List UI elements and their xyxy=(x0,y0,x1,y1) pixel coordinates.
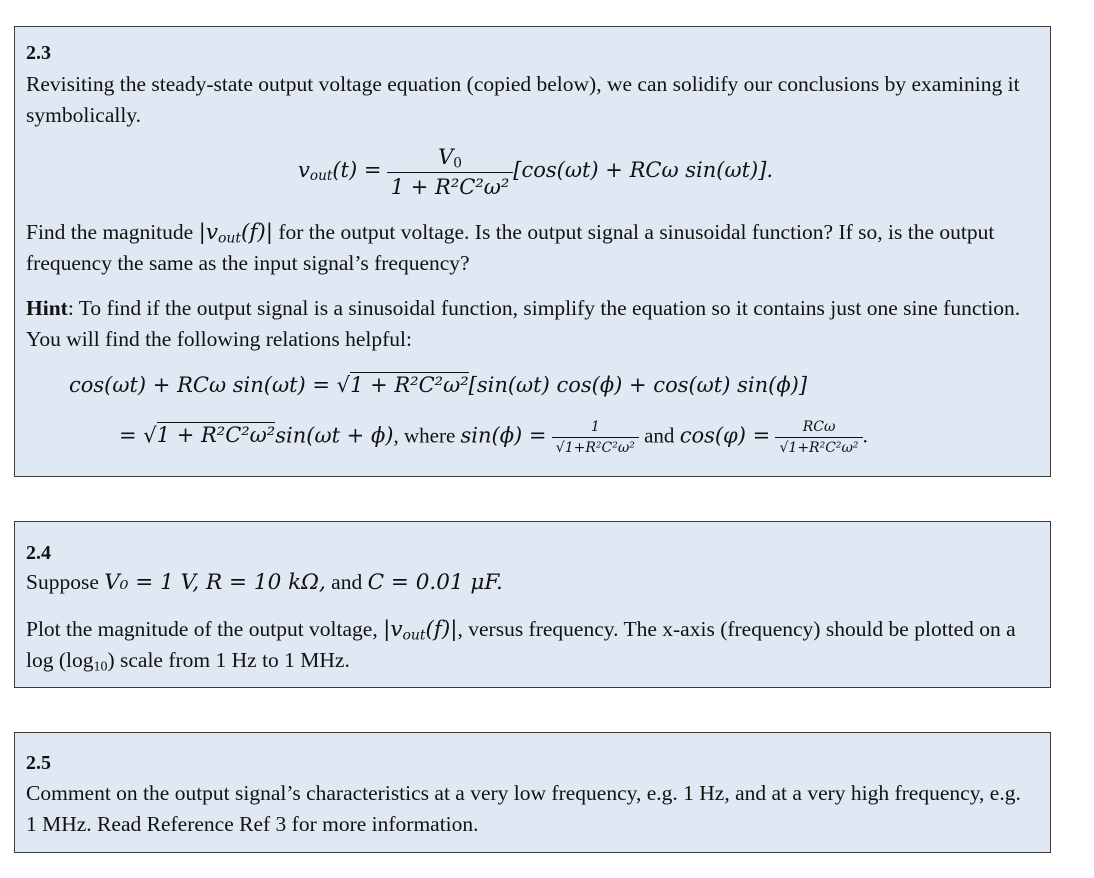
hint-paragraph: Hint: To find if the output signal is a sinusoidal function, simplify the equation so it contains just one sine function. You will find the following relations helpful: xyxy=(26,296,1021,351)
section-number: 2.3 xyxy=(26,42,51,64)
section-2-5 xyxy=(14,732,1051,853)
section-number: 2.4 xyxy=(26,542,51,564)
trig-relation-2: = √1 + R²C²ω²sin(ωt + ϕ), where sin(ϕ) = $\frac{1}{\text{√1+R²C²ω²}}$ and cos(φ) = $\frac{\text{RCω}}{\text{√1+R²C²ω²}}$ . xyxy=(119,419,868,456)
find-paragraph: Find the magnitude $|v_{out}(f)|$ for the output voltage. Is the output signal a sinusoidal function? If so, is the output frequency the same as the input signal’s frequency? xyxy=(26,220,995,275)
section-2-3 xyxy=(14,26,1051,477)
section-2-4 xyxy=(14,521,1051,688)
output-voltage-equation: $v_{out}(t)$ = $\frac{V_0}{\text{1 + R²C²ω²}}$ [cos(ωt) + RCω sin(ωt)]. xyxy=(298,145,774,199)
intro-paragraph: Revisiting the steady-state output voltage equation (copied below), we can solidify our conclusions by examining it symbolically. xyxy=(26,72,1020,127)
plot-instruction-paragraph: Plot the magnitude of the output voltage, $|v_{out}(f)|$, versus frequency. The x-axis (frequency) should be plotted on a $\log (\log_{10})$ scale from 1 Hz to 1 MHz. xyxy=(26,617,1016,675)
section-number: 2.5 xyxy=(26,752,51,774)
trig-relation-1: cos(ωt) + RCω sin(ωt) = √1 + R²C²ω²[sin(ωt) cos(ϕ) + cos(ωt) sin(ϕ)] xyxy=(69,373,808,397)
given-values-line: Suppose V₀ = 1 V, R = 10 kΩ, and C = 0.01 μF. xyxy=(26,570,503,595)
comment-paragraph: Comment on the output signal’s characteristics at a very low frequency, e.g. 1 Hz, and at a very high frequency, e.g. 1 MHz. Read Reference Ref 3 for more information. xyxy=(26,781,1021,836)
